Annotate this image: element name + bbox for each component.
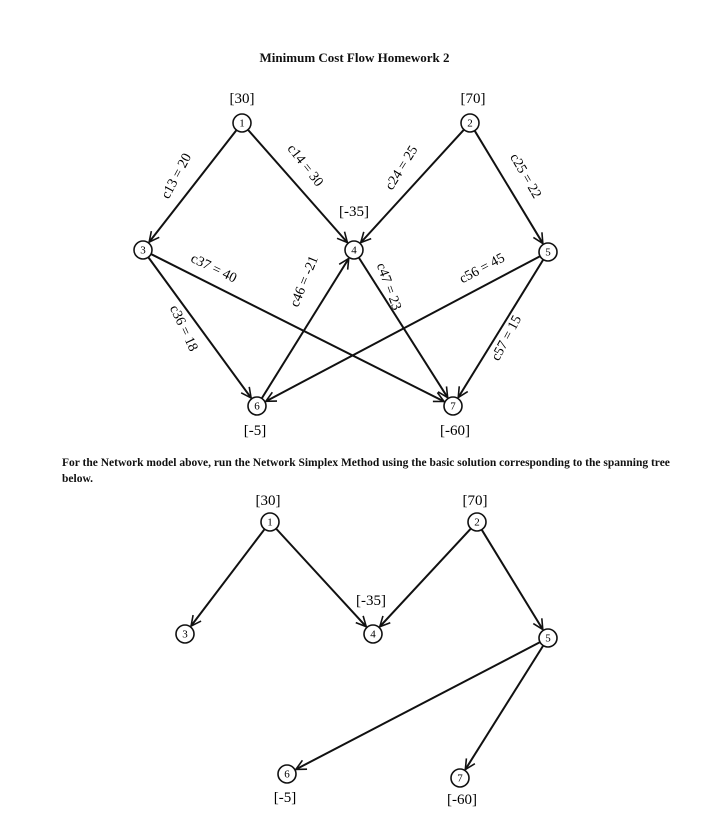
edge-2-4 xyxy=(380,529,471,627)
spanning-tree-graph xyxy=(176,493,557,808)
node-supply-label: [-5] xyxy=(273,790,297,806)
edge-2-5 xyxy=(482,530,543,630)
edge-5-7 xyxy=(465,646,543,770)
edge-cost-label: c46 = -21 xyxy=(287,253,322,310)
node-supply-label: [70] xyxy=(460,91,486,107)
node-label: 4 xyxy=(351,244,357,257)
page-title: Minimum Cost Flow Homework 2 xyxy=(259,50,450,65)
edge-cost-label: c37 = 40 xyxy=(188,251,239,287)
node-label: 1 xyxy=(239,117,245,130)
node-label: 6 xyxy=(254,400,260,413)
node-supply-label: [30] xyxy=(255,493,281,509)
edge-cost-label: c47 = 23 xyxy=(372,261,404,313)
edge-3-7 xyxy=(151,254,444,401)
node-label: 7 xyxy=(457,772,463,785)
node-label: 3 xyxy=(140,244,146,257)
node-supply-label: [-60] xyxy=(440,423,470,439)
node-supply-label: [-60] xyxy=(447,792,477,808)
node-supply-label: [-5] xyxy=(243,423,267,439)
edge-cost-label: c36 = 18 xyxy=(165,303,201,354)
edge-cost-label: c56 = 45 xyxy=(457,250,508,288)
node-label: 1 xyxy=(267,516,273,529)
edge-1-4 xyxy=(276,529,366,627)
node-supply-label: [70] xyxy=(462,493,488,509)
node-supply-label: [30] xyxy=(229,91,255,107)
network-graph xyxy=(134,91,557,439)
node-supply-label: [-35] xyxy=(356,593,386,609)
node-label: 3 xyxy=(182,628,188,641)
edge-5-6 xyxy=(296,642,540,769)
edge-cost-label: c24 = 25 xyxy=(382,143,422,193)
instructions-text: For the Network model above, run the Network Simplex Method using the basic solution corresponding to the spanning tree below. xyxy=(62,457,670,485)
edge-cost-label: c57 = 15 xyxy=(488,313,526,364)
node-label: 5 xyxy=(545,246,551,259)
edge-cost-label: c13 = 20 xyxy=(158,151,196,202)
edge-cost-label: c14 = 30 xyxy=(283,141,326,190)
edge-1-3 xyxy=(191,529,265,626)
node-label: 4 xyxy=(370,628,376,641)
node-label: 2 xyxy=(474,516,480,529)
node-label: 6 xyxy=(284,768,290,781)
node-supply-label: [-35] xyxy=(339,204,369,220)
node-label: 2 xyxy=(467,117,473,130)
node-label: 5 xyxy=(545,632,551,645)
node-label: 7 xyxy=(450,400,456,413)
edge-cost-label: c25 = 22 xyxy=(506,151,544,202)
